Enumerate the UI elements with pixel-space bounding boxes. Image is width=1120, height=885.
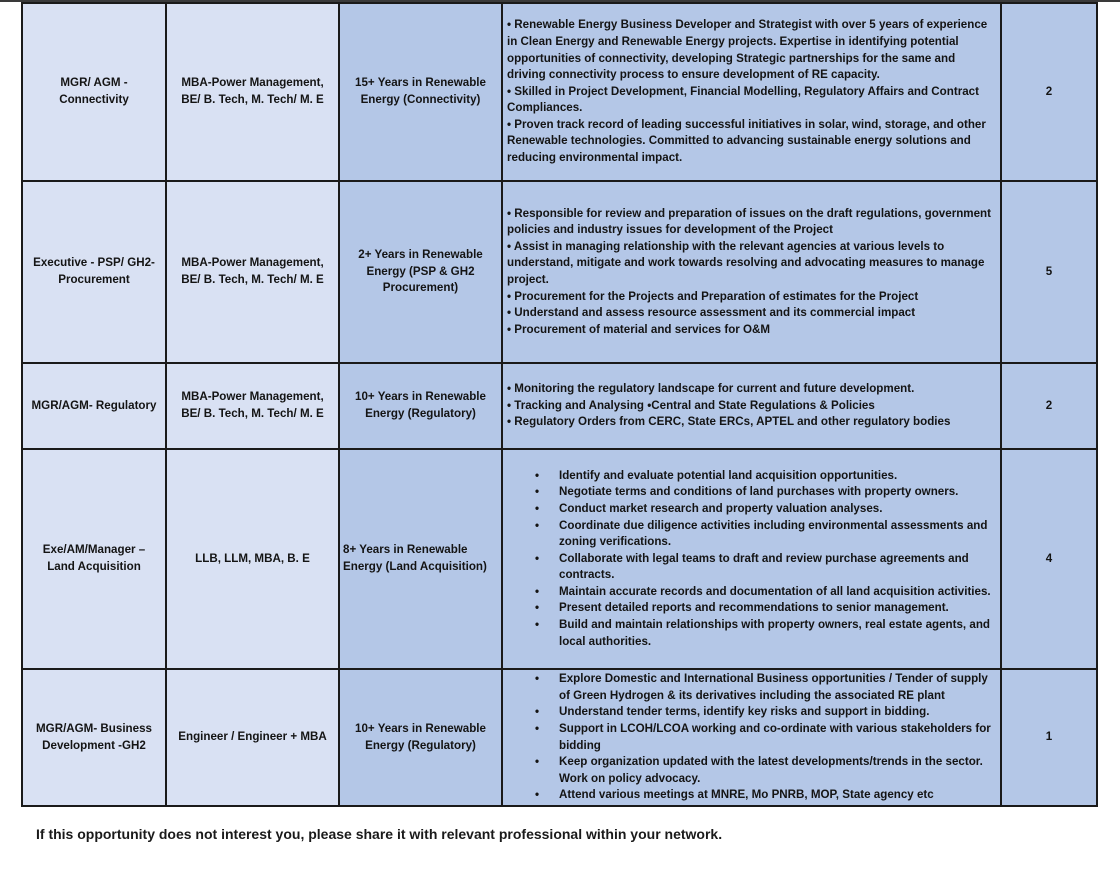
- responsibility-item: • Build and maintain relationships with property owners, real estate agents, and local authorities.: [507, 617, 996, 650]
- qualification-cell: MBA-Power Management, BE/ B. Tech, M. Tech/ M. E: [166, 363, 339, 449]
- positions-count-cell: 4: [1001, 449, 1097, 669]
- responsibility-item: • Explore Domestic and International Business opportunities / Tender of supply of Green Hydrogen & its derivatives including the associated RE plant: [507, 671, 996, 704]
- experience-cell: 8+ Years in Renewable Energy (Land Acquisition): [339, 449, 502, 669]
- job-openings-table: [21, 2, 1098, 807]
- responsibility-item: • Monitoring the regulatory landscape for current and future development.: [507, 382, 915, 396]
- responsibility-item: • Identify and evaluate potential land acquisition opportunities.: [507, 468, 996, 485]
- responsibility-item: • Support in LCOH/LCOA working and co-ordinate with various stakeholders for bidding: [507, 721, 996, 754]
- experience-cell: 10+ Years in Renewable Energy (Regulatory): [339, 669, 502, 806]
- position-cell: Executive - PSP/ GH2- Procurement: [22, 181, 166, 363]
- positions-count-cell: 1: [1001, 669, 1097, 806]
- responsibility-item: • Renewable Energy Business Developer and Strategist with over 5 years of experience in Clean Energy and Renewable Energy projects. Expertise in identifying potential opportunities of connectivity, developing Strategic partnerships for the same and driving connectivity process to ensure development of RE capacity.: [507, 18, 988, 82]
- qualification-cell: MBA-Power Management, BE/ B. Tech, M. Tech/ M. E: [166, 3, 339, 181]
- responsibilities-cell: [502, 449, 1001, 669]
- responsibility-item: • Assist in managing relationship with the relevant agencies at various levels to understand, mitigate and work towards resolving and advocating measures to manage project.: [507, 239, 985, 286]
- footer-note: If this opportunity does not interest you, please share it with relevant professional within your network.: [36, 826, 723, 842]
- qualification-cell: MBA-Power Management, BE/ B. Tech, M. Tech/ M. E: [166, 181, 339, 363]
- responsibility-item: • Conduct market research and property valuation analyses.: [507, 501, 996, 518]
- table-row: [22, 669, 1097, 806]
- responsibility-item: • Skilled in Project Development, Financial Modelling, Regulatory Affairs and Contract Compliances.: [507, 84, 979, 115]
- responsibility-item: • Understand and assess resource assessment and its commercial impact: [507, 306, 916, 320]
- responsibilities-cell: [502, 363, 1001, 449]
- table-row: [22, 363, 1097, 449]
- responsibilities-cell: [502, 3, 1001, 181]
- qualification-cell: LLB, LLM, MBA, B. E: [166, 449, 339, 669]
- responsibility-item: • Procurement of material and services for O&M: [507, 322, 771, 336]
- experience-cell: 10+ Years in Renewable Energy (Regulatory): [339, 363, 502, 449]
- responsibilities-cell: [502, 181, 1001, 363]
- position-cell: MGR/AGM- Business Development -GH2: [22, 669, 166, 806]
- responsibilities-cell: [502, 669, 1001, 806]
- table-row: [22, 3, 1097, 181]
- position-cell: Exe/AM/Manager – Land Acquisition: [22, 449, 166, 669]
- responsibility-item: • Keep organization updated with the latest developments/trends in the sector. Work on policy advocacy.: [507, 754, 996, 787]
- responsibility-item: • Procurement for the Projects and Preparation of estimates for the Project: [507, 289, 919, 303]
- responsibility-item: • Negotiate terms and conditions of land purchases with property owners.: [507, 484, 996, 501]
- responsibility-item: • Collaborate with legal teams to draft and review purchase agreements and contracts.: [507, 551, 996, 584]
- positions-count-cell: 2: [1001, 363, 1097, 449]
- responsibility-item: • Attend various meetings at MNRE, Mo PNRB, MOP, State agency etc: [507, 787, 996, 804]
- responsibility-item: • Proven track record of leading successful initiatives in solar, wind, storage, and other Renewable technologies. Committed to advancing sustainable energy solutions and reducing environmental impact.: [507, 117, 986, 165]
- responsibility-item: • Present detailed reports and recommendations to senior management.: [507, 600, 996, 617]
- responsibility-item: • Understand tender terms, identify key risks and support in bidding.: [507, 704, 996, 721]
- responsibility-item: • Maintain accurate records and documentation of all land acquisition activities.: [507, 584, 996, 601]
- positions-count-cell: 2: [1001, 3, 1097, 181]
- responsibility-item: • Tracking and Analysing •Central and State Regulations & Policies: [507, 398, 875, 412]
- table-row: [22, 449, 1097, 669]
- table-row: [22, 181, 1097, 363]
- responsibility-item: • Coordinate due diligence activities including environmental assessments and zoning verifications.: [507, 518, 996, 551]
- positions-count-cell: 5: [1001, 181, 1097, 363]
- position-cell: MGR/AGM- Regulatory: [22, 363, 166, 449]
- experience-cell: 2+ Years in Renewable Energy (PSP & GH2 Procurement): [339, 181, 502, 363]
- experience-cell: 15+ Years in Renewable Energy (Connectivity): [339, 3, 502, 181]
- responsibility-item: • Responsible for review and preparation of issues on the draft regulations, government policies and industry issues for development of the Project: [507, 206, 991, 237]
- position-cell: MGR/ AGM - Connectivity: [22, 3, 166, 181]
- responsibility-item: • Regulatory Orders from CERC, State ERCs, APTEL and other regulatory bodies: [507, 415, 951, 429]
- qualification-cell: Engineer / Engineer + MBA: [166, 669, 339, 806]
